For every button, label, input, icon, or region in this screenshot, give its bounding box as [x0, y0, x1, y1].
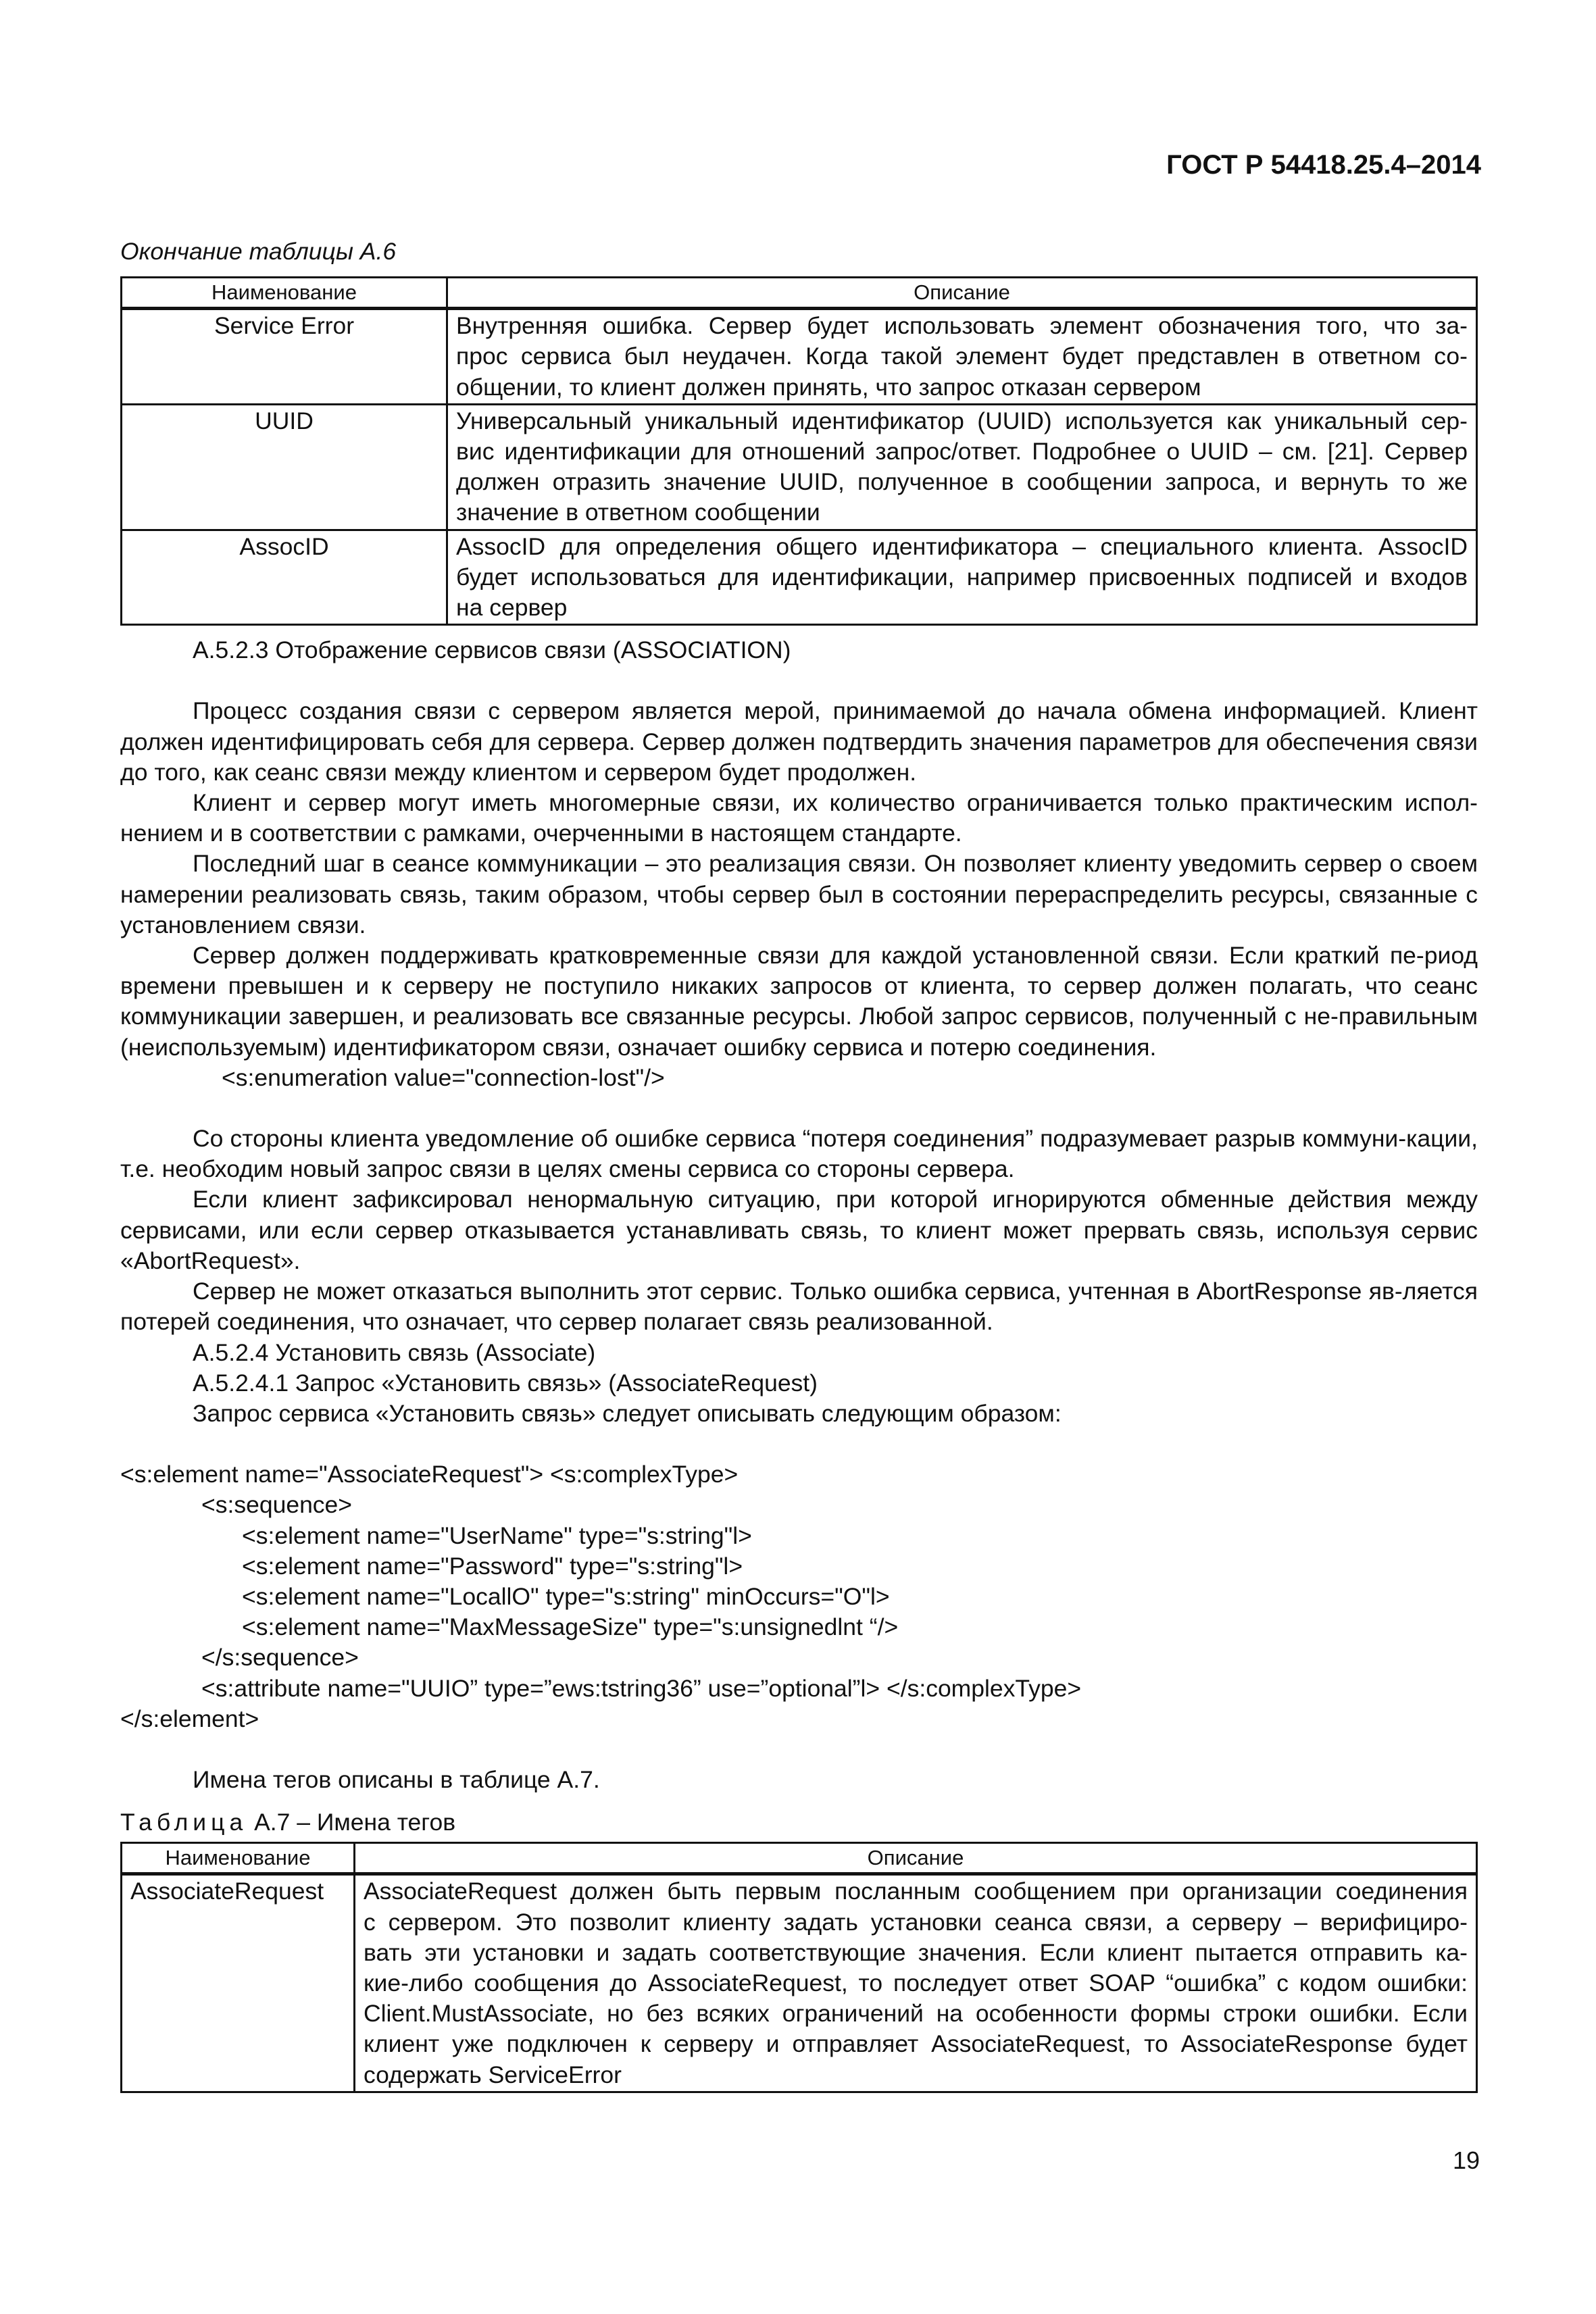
subsection-heading: А.5.2.4 Установить связь (Associate) — [193, 1338, 596, 1366]
cell-name: AssocID — [122, 530, 447, 625]
table-header-row — [122, 1843, 1477, 1874]
code-line: <s:element name="MaxMessageSize" type="s:unsignedlnt “/> — [242, 1613, 899, 1641]
cell-description: Универсальный уникальный идентификатор (UUID) используется как уникальный сер- вис идентификации для отношений запрос/ответ. Подробнее о UUID – см. [21]. Сервер должен отразить значение UUID, полученное в сообщении запроса, и вернуть то же значение в ответном сообщении — [447, 404, 1477, 530]
intro-text: Запрос сервиса «Установить связь» следует описывать следующим образом: — [193, 1399, 1062, 1427]
table-header-row — [122, 278, 1477, 309]
table-row — [122, 1874, 1477, 2092]
paragraph-group-1 — [120, 696, 1478, 1062]
column-header-name: Наименование — [122, 278, 447, 309]
code-line: <s:element name="AssociateRequest"> <s:complexType> — [120, 1461, 739, 1488]
table-a6-caption: Окончание таблицы А.6 — [120, 238, 397, 265]
section-heading: А.5.2.3 Отображение сервисов связи (ASSOCIATION) — [193, 636, 791, 664]
tags-note: Имена тегов описаны в таблице А.7. — [193, 1765, 600, 1793]
cell-name: Service Error — [122, 309, 447, 405]
table-a6 — [120, 276, 1478, 626]
paragraph-group-2 — [120, 1124, 1478, 1429]
table-row — [122, 404, 1477, 530]
table-a7 — [120, 1842, 1478, 2092]
table-row — [122, 530, 1477, 625]
table-row — [122, 309, 1477, 405]
code-line: <s:element name="LocallO" type="s:string" minOccurs="O"l> — [242, 1582, 890, 1610]
code-line: <s:element name="Password" type="s:string"l> — [242, 1552, 743, 1580]
paragraph: Сервер не может отказаться выполнить этот сервис. Только ошибка сервиса, учтенная в AbortResponse яв-ляется потерей соединения, что означает, что сервер полагает связь реализованной. — [120, 1278, 1478, 1336]
cell-description: Внутренняя ошибка. Сервер будет использовать элемент обозначения того, что за- прос сервиса был неудачен. Когда такой элемент будет представлен в ответном со- общении, то клиент должен принять, что запрос отказан сервером — [447, 309, 1477, 405]
code-line: <s:sequence> — [201, 1491, 353, 1519]
column-header-description: Описание — [447, 278, 1477, 309]
standard-header: ГОСТ Р 54418.25.4–2014 — [1166, 150, 1481, 180]
table-a7-caption-label: Таблица — [120, 1809, 248, 1836]
code-line: <s:attribute name="UUIO” type=”ews:tstring36” use=”optional”l> </s:complexType> — [201, 1674, 1082, 1702]
code-line: </s:sequence> — [201, 1644, 359, 1671]
paragraph: Последний шаг в сеансе коммуникации – это реализация связи. Он позволяет клиенту уведомить сервер о своем намерении реализовать связь, таким образом, чтобы сервер был в состоянии перераспределить ресурсы, связанные с установлением связи. — [120, 850, 1478, 938]
cell-name: UUID — [122, 404, 447, 530]
paragraph: Со стороны клиента уведомление об ошибке сервиса “потеря соединения” подразумевает разрыв коммуни-кации, т.е. необходим новый запрос связи в целях смены сервиса со стороны сервера. — [120, 1125, 1478, 1183]
table-a7-caption-title: А.7 – Имена тегов — [247, 1809, 456, 1836]
page-content — [120, 236, 1478, 2093]
paragraph: Процесс создания связи с сервером является мерой, принимаемой до начала обмена информацией. Клиент должен идентифицировать себя для сервера. Сервер должен подтвердить значения параметров для обеспечения связи до того, как сеанс связи между клиентом и сервером будет продолжен. — [120, 697, 1478, 786]
paragraph: Сервер должен поддерживать кратковременные связи для каждой установленной связи. Если краткий пе-риод времени превышен и к серверу не поступило никаких запросов от клиента, то сервер должен полагать, что сеанс коммуникации завершен, и реализовать все связанные ресурсы. Любой запрос сервисов, полученный с не-правильным (неиспользуемым) идентификатором связи, означает ошибку сервиса и потерю соединения. — [120, 942, 1478, 1061]
cell-description: AssocID для определения общего идентификатора – специального клиента. AssocID будет использоваться для идентификации, например присвоенных подписей и входов на сервер — [447, 530, 1477, 625]
table-a7-caption — [120, 1807, 1478, 1838]
paragraph: Клиент и сервер могут иметь многомерные связи, их количество ограничивается только практическим испол-нением и в соответствии с рамками, очерченными в настоящем стандарте. — [120, 789, 1478, 847]
code-block — [120, 1459, 1478, 1734]
code-line: </s:element> — [120, 1705, 259, 1732]
code-line: <s:element name="UserName" type="s:string"l> — [242, 1521, 752, 1549]
subsection-heading: А.5.2.4.1 Запрос «Установить связь» (AssociateRequest) — [193, 1369, 818, 1397]
enumeration-code: <s:enumeration value="connection-lost"/> — [222, 1063, 665, 1091]
cell-description: AssociateRequest должен быть первым посланным сообщением при организации соединения с сервером. Это позволит клиенту задать установки сеанса связи, а серверу – верифициро- вать эти установки и задать соответствующие значения. Если клиент пытается отправить ка- кие-либо сообщения до AssociateRequest, то последует ответ SOAP “ошибка” с кодом ошибки: Client.MustAssociate, но без всяких ограничений на особенности формы строки ошибки. Если клиент уже подключен к серверу и отправляет AssociateRequest, то AssociateResponse будет содержать ServiceError — [355, 1874, 1477, 2092]
column-header-name: Наименование — [122, 1843, 355, 1874]
page-number: 19 — [1452, 2146, 1480, 2174]
column-header-description: Описание — [355, 1843, 1477, 1874]
paragraph: Если клиент зафиксировал ненормальную ситуацию, при которой игнорируются обменные действия между сервисами, или если сервер отказывается устанавливать связь, то клиент может прервать связь, используя сервис «AbortRequest». — [120, 1186, 1478, 1274]
cell-name: AssociateRequest — [122, 1874, 355, 2092]
